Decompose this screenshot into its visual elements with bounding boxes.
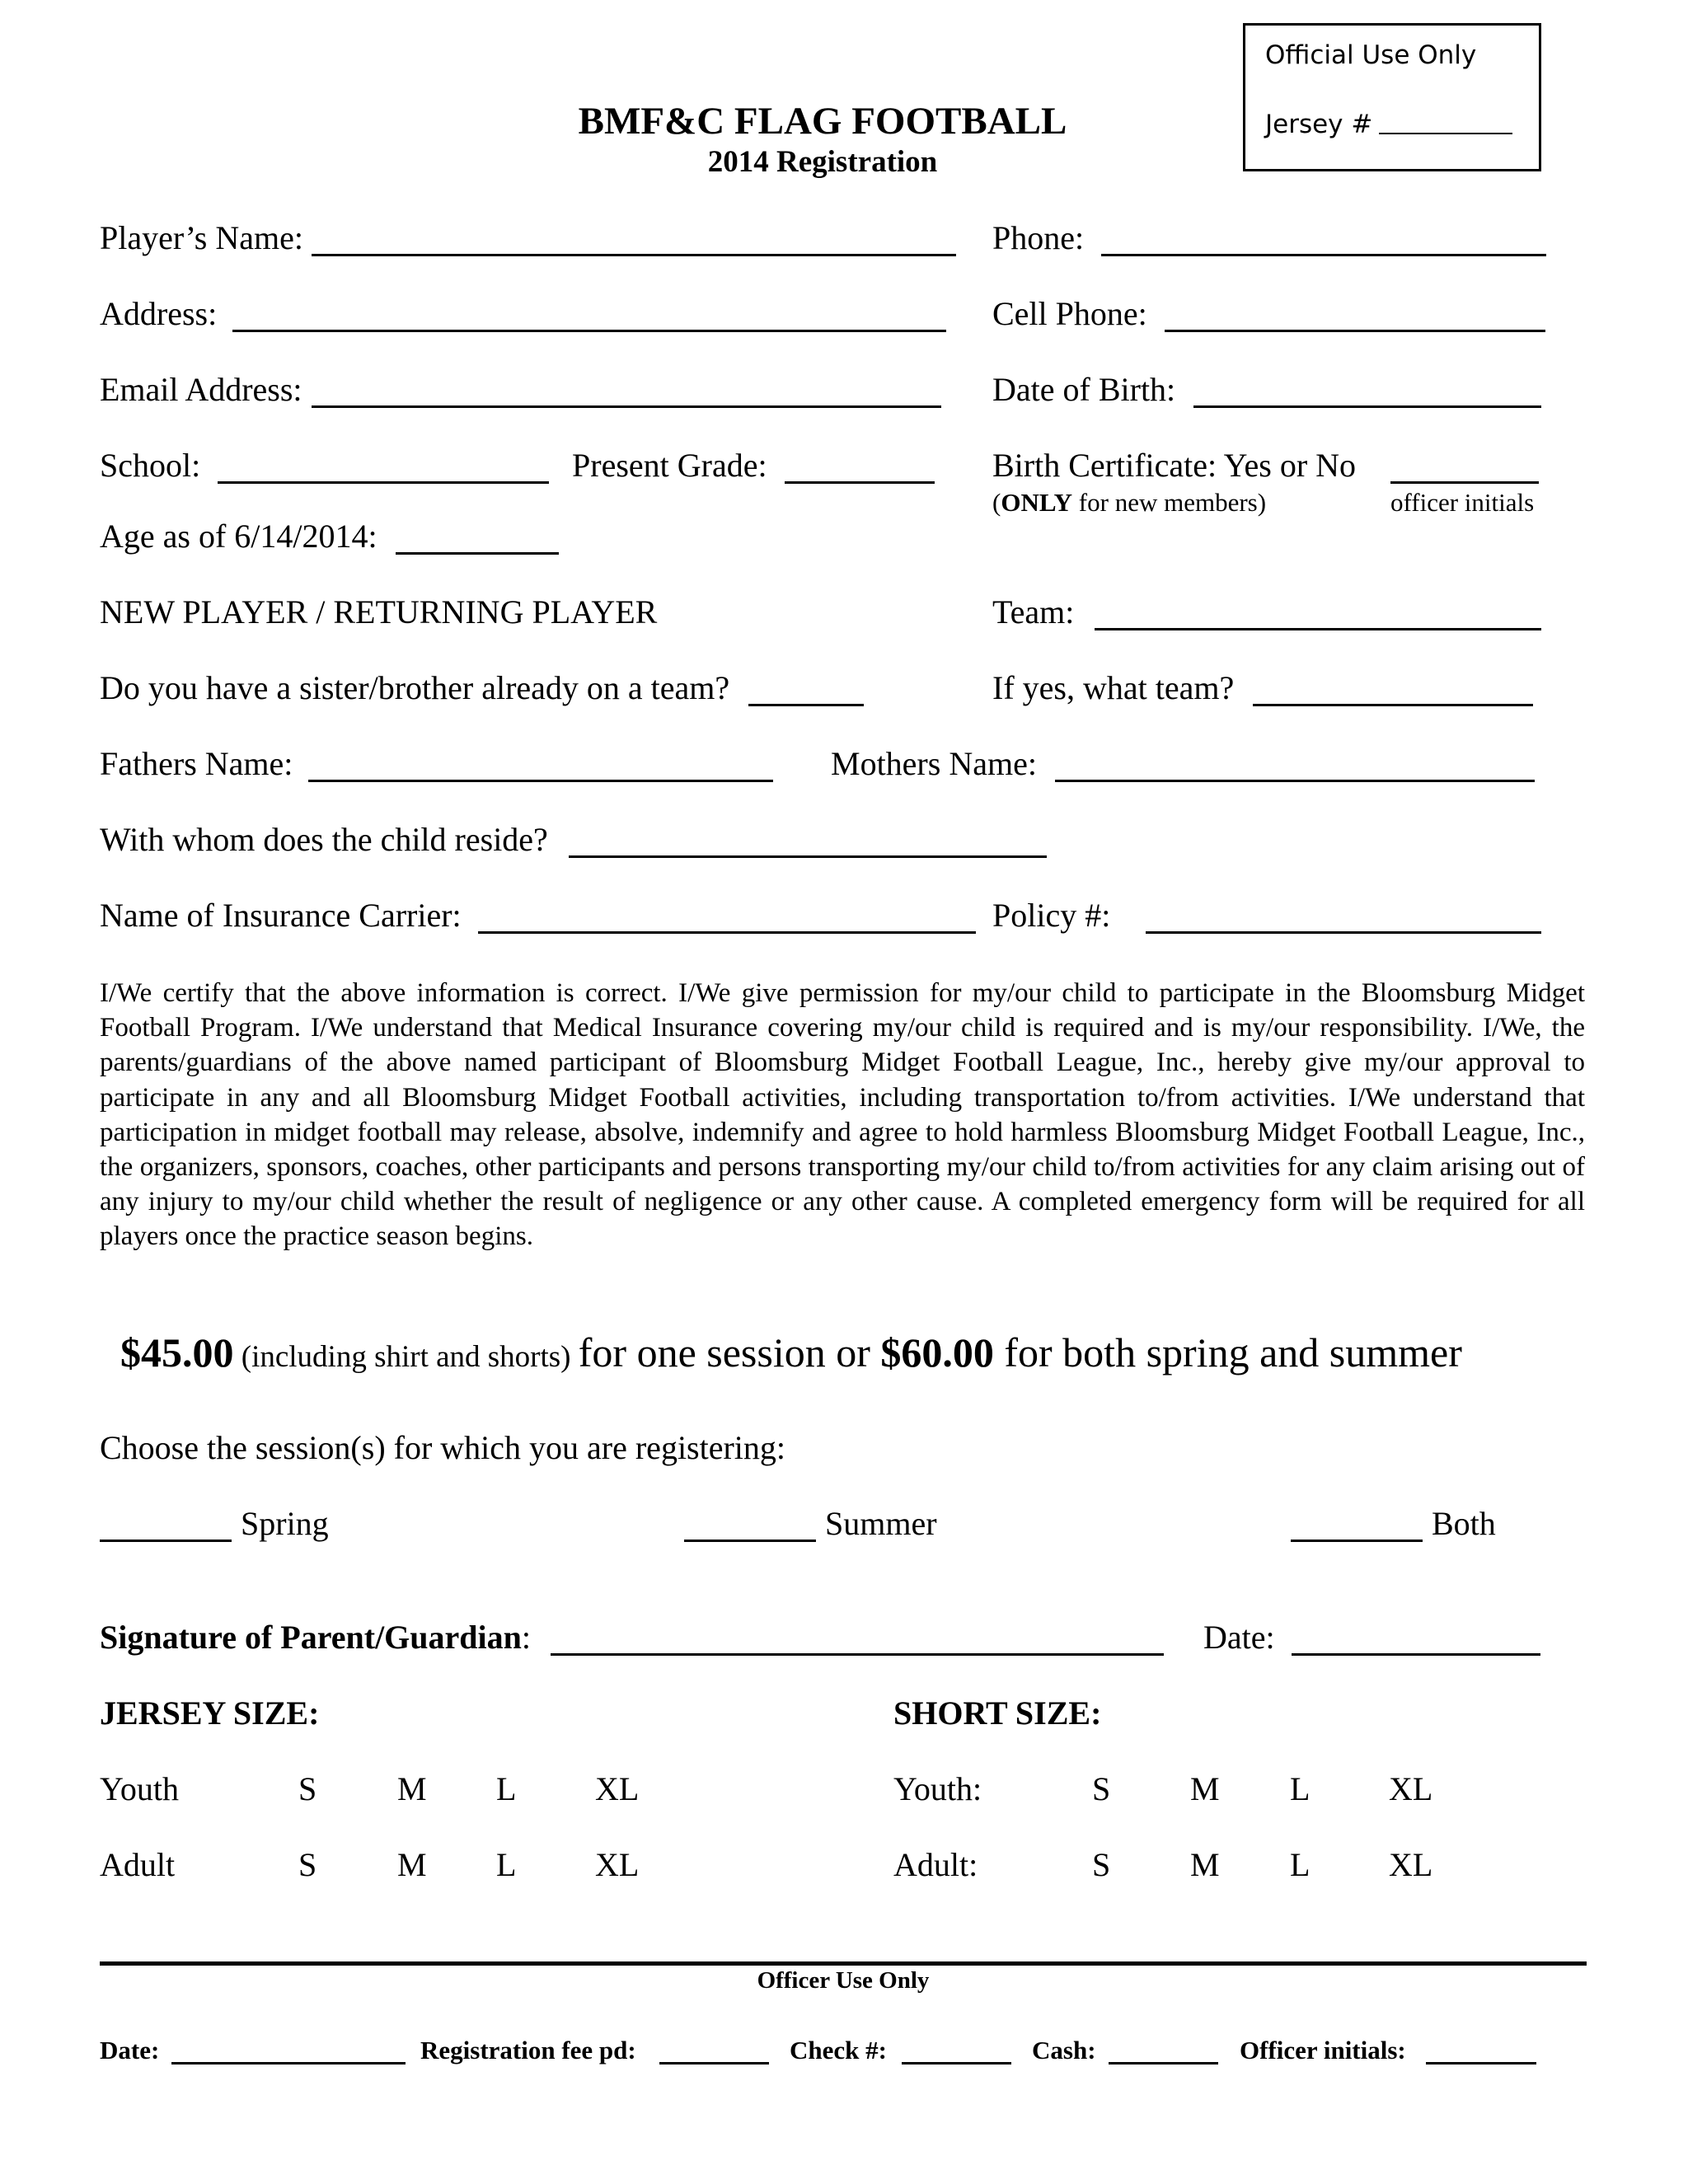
- player-name-field[interactable]: [312, 254, 956, 256]
- short-youth-m[interactable]: M: [1190, 1770, 1220, 1807]
- short-youth-l[interactable]: L: [1290, 1770, 1311, 1807]
- age-label: Age as of 6/14/2014:: [100, 518, 377, 555]
- policy-label: Policy #:: [992, 897, 1111, 934]
- reside-label: With whom does the child reside?: [100, 821, 548, 858]
- spring-label: Spring: [241, 1505, 329, 1542]
- officer-date-label: Date:: [100, 2036, 160, 2064]
- officer-initials-caption: officer initials: [1390, 488, 1535, 517]
- dob-label: Date of Birth:: [992, 371, 1176, 408]
- summer-field[interactable]: [684, 1540, 816, 1542]
- grade-label: Present Grade:: [572, 447, 767, 484]
- form-subtitle: 2014 Registration: [707, 145, 938, 179]
- fee-price-both: $60.00: [880, 1329, 994, 1376]
- short-adult-m[interactable]: M: [1190, 1846, 1220, 1883]
- birth-cert-initials-field[interactable]: [1390, 481, 1539, 484]
- jersey-adult-label: Adult: [100, 1846, 176, 1883]
- mother-name-label: Mothers Name:: [831, 745, 1037, 782]
- short-youth-s[interactable]: S: [1092, 1770, 1111, 1807]
- official-use-title: Official Use Only: [1265, 40, 1477, 70]
- grade-field[interactable]: [785, 481, 935, 484]
- cash-label: Cash:: [1032, 2036, 1096, 2064]
- insurance-field[interactable]: [478, 931, 976, 934]
- email-field[interactable]: [312, 405, 941, 408]
- spring-field[interactable]: [100, 1540, 232, 1542]
- policy-field[interactable]: [1146, 931, 1541, 934]
- short-size-title: SHORT SIZE:: [893, 1694, 1102, 1732]
- short-adult-l[interactable]: L: [1290, 1846, 1311, 1883]
- reside-field[interactable]: [569, 855, 1047, 858]
- sibling-field[interactable]: [748, 704, 864, 706]
- short-adult-xl[interactable]: XL: [1389, 1846, 1433, 1883]
- form-title: BMF&C FLAG FOOTBALL: [578, 100, 1067, 143]
- jersey-youth-s[interactable]: S: [298, 1770, 317, 1807]
- check-field[interactable]: [902, 2062, 1011, 2064]
- age-field[interactable]: [396, 552, 559, 555]
- session-prompt: Choose the session(s) for which you are registering:: [100, 1429, 786, 1466]
- jersey-number-label: Jersey #: [1265, 110, 1373, 139]
- team-label: Team:: [992, 593, 1075, 630]
- team-field[interactable]: [1095, 628, 1541, 630]
- signature-date-field[interactable]: [1292, 1653, 1540, 1656]
- jersey-adult-xl[interactable]: XL: [595, 1846, 640, 1883]
- officer-divider: [100, 1961, 1587, 1966]
- both-field[interactable]: [1291, 1540, 1423, 1542]
- phone-label: Phone:: [992, 219, 1085, 256]
- reg-fee-label: Registration fee pd:: [420, 2036, 636, 2064]
- insurance-label: Name of Insurance Carrier:: [100, 897, 462, 934]
- check-label: Check #:: [790, 2036, 887, 2064]
- address-field[interactable]: [232, 330, 946, 332]
- officer-initials-label: Officer initials:: [1240, 2036, 1406, 2064]
- signature-label: Signature of Parent/Guardian:: [100, 1619, 532, 1656]
- fee-one-session: for one session or: [578, 1329, 881, 1376]
- form-subtitle-wrap: [0, 145, 1688, 180]
- short-youth-label: Youth:: [893, 1770, 982, 1807]
- jersey-size-title: JERSEY SIZE:: [100, 1694, 320, 1732]
- jersey-youth-l[interactable]: L: [496, 1770, 517, 1807]
- sibling-team-label: If yes, what team?: [992, 669, 1235, 706]
- cell-phone-field[interactable]: [1165, 330, 1545, 332]
- player-name-label: Player’s Name:: [100, 219, 303, 256]
- sibling-team-field[interactable]: [1253, 704, 1533, 706]
- form-title-wrap: [0, 99, 1688, 143]
- cash-field[interactable]: [1109, 2062, 1218, 2064]
- fee-line: [120, 1329, 1462, 1376]
- jersey-youth-m[interactable]: M: [397, 1770, 427, 1807]
- jersey-adult-m[interactable]: M: [397, 1846, 427, 1883]
- dob-field[interactable]: [1193, 405, 1541, 408]
- reg-fee-field[interactable]: [659, 2062, 769, 2064]
- cell-phone-label: Cell Phone:: [992, 295, 1147, 332]
- signature-field[interactable]: [551, 1653, 1164, 1656]
- email-label: Email Address:: [100, 371, 302, 408]
- officer-date-field[interactable]: [171, 2062, 406, 2064]
- phone-field[interactable]: [1101, 254, 1546, 256]
- jersey-youth-label: Youth: [100, 1770, 179, 1807]
- father-name-label: Fathers Name:: [100, 745, 293, 782]
- fee-both: for both spring and summer: [993, 1329, 1462, 1376]
- address-label: Address:: [100, 295, 218, 332]
- both-label: Both: [1432, 1505, 1496, 1542]
- short-adult-s[interactable]: S: [1092, 1846, 1111, 1883]
- father-name-field[interactable]: [308, 780, 773, 782]
- jersey-youth-xl[interactable]: XL: [595, 1770, 640, 1807]
- jersey-adult-l[interactable]: L: [496, 1846, 517, 1883]
- officer-initials-field[interactable]: [1426, 2062, 1536, 2064]
- school-field[interactable]: [218, 481, 549, 484]
- officer-title-wrap: [100, 1966, 1587, 1994]
- signature-date-label: Date:: [1203, 1619, 1275, 1656]
- birth-cert-note: (ONLY for new members): [992, 488, 1267, 517]
- waiver-text: I/We certify that the above information is correct. I/We give permission for my/our child to participate in the Bloomsburg Midget Football Program. I/We understand that Medical Insurance covering my/our child is required and is my/our responsibility. I/We, the parents/guardians of the above named participant of Bloomsburg Midget Football League, Inc., hereby give my/our approval to participate in any and all Bloomsburg Midget Football activities, including transportation to/from activities. I/We understand that participation in midget football may release, absolve, indemnify and agree to hold harmless Bloomsburg Midget Football League, Inc., the organizers, sponsors, coaches, other participants and persons transporting my/our child to/from activities for any claim arising out of any injury to my/our child whether the result of negligence or any other cause. A completed emergency form will be required for all players once the practice season begins.: [100, 978, 1585, 1252]
- mother-name-field[interactable]: [1055, 780, 1535, 782]
- short-adult-label: Adult:: [893, 1846, 978, 1883]
- short-youth-xl[interactable]: XL: [1389, 1770, 1433, 1807]
- fee-price-one: $45.00: [120, 1329, 234, 1376]
- birth-cert-label: Birth Certificate: Yes or No: [992, 447, 1357, 484]
- officer-title: Officer Use Only: [757, 1967, 930, 1994]
- school-label: School:: [100, 447, 201, 484]
- jersey-adult-s[interactable]: S: [298, 1846, 317, 1883]
- player-type-label[interactable]: NEW PLAYER / RETURNING PLAYER: [100, 593, 658, 630]
- fee-includes: (including shirt and shorts): [233, 1340, 579, 1374]
- sibling-label: Do you have a sister/brother already on a team?: [100, 669, 730, 706]
- summer-label: Summer: [825, 1505, 937, 1542]
